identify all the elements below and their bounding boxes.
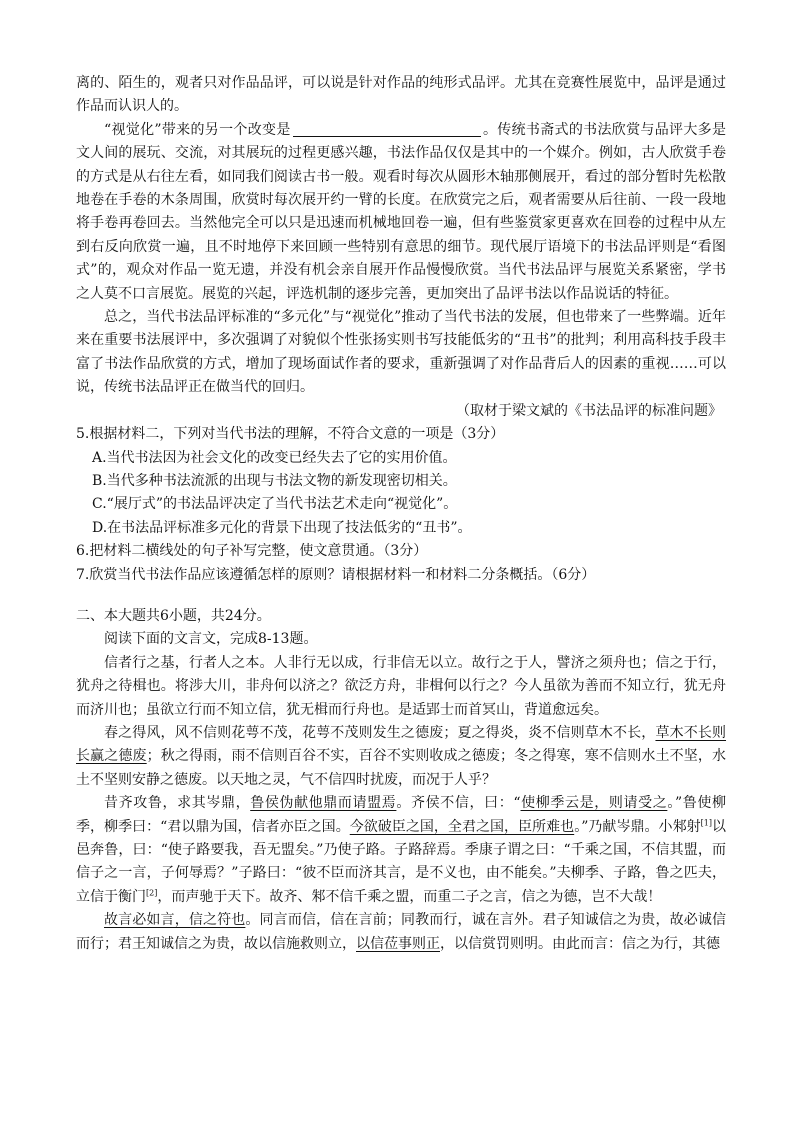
section-2-header: 二、本大题共6小题，共24分。 <box>76 607 271 624</box>
question-7: 7.欣赏当代书法作品应该遵循怎样的原则？请根据材料一和材料二分条概括。（6分） <box>76 566 596 583</box>
classical-paragraph-1: 信者行之基，行者人之本。人非行无以成，行非信无以立。故行之于人，譬济之须舟也；信之于行，犹舟之待楫也。将涉大川，非舟何以济之？欲泛方舟，非楫何以行之？今人虽欲为善而不知立行，犹无舟而济川也；虽欲立行而不知立信，犹无楫而行舟也。是适郢士而首冥山，背道愈远矣。 <box>76 654 726 718</box>
fill-in-blank[interactable] <box>293 120 481 137</box>
section-2-instruction: 阅读下面的文言文，完成8-13题。 <box>104 631 318 648</box>
text-span: 。”鲁使柳季，柳季曰：“君以鼎为国，信者亦臣之国。 <box>76 795 726 835</box>
underlined-sentence: 鲁侯伪献他鼎而请盟焉 <box>250 795 397 812</box>
footnote-marker-1: [1] <box>700 817 712 827</box>
paragraph-lead: “视觉化”带来的另一个改变是 <box>104 121 291 138</box>
text-span: ，而声驰于天下。故齐、邾不信千乘之盟，而重二子之言，信之为德，岂不大哉！ <box>157 888 662 905</box>
q5-option-d: D.在书法品评标准多元化的背景下出现了技法低劣的“丑书”。 <box>92 519 472 536</box>
material2-paragraph-summary: 总之，当代书法品评标准的“多元化”与“视觉化”推动了当代书法的发展，但也带来了一些弊端。近年来在重要书法展评中，多次强调了对貌似个性张扬实则书写技能低劣的“丑书”的批判；利用高科技手段丰富了书法作品欣赏的方式，增加了现场面试作者的要求，重新强调了对作品背后人的因素的重视……可以说，传统书法品评正在做当代的回归。 <box>76 309 726 396</box>
underlined-sentence: 草木不长则长赢之德废 <box>76 724 727 765</box>
text-span: ，以信赏罚则明。由此而言：信之为行，其德 <box>440 935 720 952</box>
classical-paragraph-2 <box>76 722 726 792</box>
underlined-sentence: 使柳季云是，则请受之 <box>520 795 668 812</box>
text-span: 。齐侯不信，曰：“ <box>396 795 521 812</box>
classical-paragraph-4 <box>76 909 726 956</box>
text-span: 。”乃献岑鼎。小邾射 <box>574 818 701 835</box>
underlined-sentence: 故言必如言，信之符也 <box>104 912 246 929</box>
classical-paragraph-3 <box>76 792 726 909</box>
text-span: 昔齐攻鲁，求其岑鼎， <box>104 795 251 812</box>
underlined-sentence: 今欲破臣之国，全君之国，臣所难也 <box>349 818 575 835</box>
material2-paragraph-visual <box>76 119 726 306</box>
text-span: 以邑奔鲁，曰：“使子路要我，吾无盟矣。”乃使子路。子路辞焉。季康子谓之曰：“千乘之国，不信其盟，而信子之一言，子何辱焉？”子路曰：“彼不臣而济其言，是不义也，由不能矣。”夫柳季、子路，鲁之匹夫，立信于衡门 <box>76 818 727 905</box>
q5-option-c: C.“展厅式”的书法品评决定了当代书法艺术走向“视觉化”。 <box>92 496 458 513</box>
paragraph-body: 。传统书斋式的书法欣赏与品评大多是文人间的展玩、交流，对其展玩的过程更感兴趣，书法作品仅仅是其中的一个媒介。例如，古人欣赏手卷的方式是从右往左看，如同我们阅读古书一般。观看时每次从圆形木轴那侧展开，看过的部分暂时先松散地卷在手卷的木条周围，欣赏时每次展开约一臂的长度。在欣赏完之后，观者需要从后往前、一段一段地将手卷再卷回去。当然他完全可以只是迅速而机械地回卷一遍，但有些鉴赏家更喜欢在回卷的过程中从左到右反向欣赏一遍，且不时地停下来回顾一些特别有意思的细节。现代展厅语境下的书法品评则是“看图式”的，观众对作品一览无遗，并没有机会亲自展开作品慢慢欣赏。当代书法品评与展览关系紧密，学书之人莫不口言展览。展览的兴起，评选机制的逐步完善，更加突出了品评书法以作品说话的特征。 <box>76 121 726 302</box>
text-span: 春之得风，风不信则花萼不茂，花萼不茂则发生之德废；夏之得炎，炎不信则草木不长， <box>104 724 656 741</box>
source-citation: （取材于梁文斌的《书法品评的标准问题》 <box>456 402 722 419</box>
text-span: 。同言而信，信在言前；同教而行，诚在言外。君子知诚信之为贵，故必诚信而行；君王知诚信之为贵，故以信施救则立， <box>76 912 727 952</box>
q5-option-b: B.当代多种书法流派的出现与书法文物的新发现密切相关。 <box>92 472 457 489</box>
underlined-sentence: 以信莅事则正 <box>356 935 440 952</box>
text-span: ；秋之得雨，雨不信则百谷不实，百谷不实则收成之德废；冬之得寒，寒不信则水土不坚，水土不坚则安静之德废。以天地之灵，气不信四时扰废，而况于人乎？ <box>76 748 727 788</box>
q5-option-a: A.当代书法因为社会文化的改变已经失去了它的实用价值。 <box>92 449 457 466</box>
material2-paragraph-continued: 离的、陌生的，观者只对作品品评，可以说是针对作品的纯形式品评。尤其在竞赛性展览中，品评是通过作品而认识人的。 <box>76 75 726 115</box>
question-6: 6.把材料二横线处的句子补写完整，使文意贯通。（3分） <box>76 543 428 560</box>
footnote-marker-2: [2] <box>146 888 158 898</box>
exam-page <box>76 72 726 956</box>
question-5: 5.根据材料二，下列对当代书法的理解，不符合文意的一项是（3分） <box>76 426 505 443</box>
